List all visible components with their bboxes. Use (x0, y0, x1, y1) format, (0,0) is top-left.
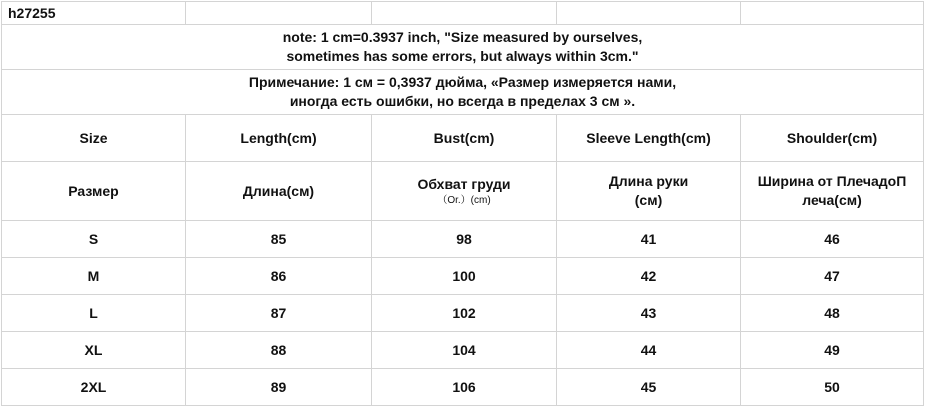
note-english-line-2: sometimes has some errors, but always within 3cm." (286, 48, 639, 64)
cell-sleeve: 43 (557, 295, 741, 332)
cell-shoulder: 46 (741, 221, 924, 258)
cell-size: 2XL (2, 369, 186, 406)
note-russian-row (2, 70, 924, 115)
header-shoulder-ru-line-1: Ширина от ПлечадоП (757, 173, 907, 189)
note-english-row (2, 25, 924, 70)
header-sleeve-ru-line-1: Длина руки (608, 173, 689, 189)
header-row-english (2, 115, 924, 162)
header-shoulder-ru (741, 162, 924, 221)
cell-sleeve: 44 (557, 332, 741, 369)
cell-size: M (2, 258, 186, 295)
cell-size: L (2, 295, 186, 332)
note-russian-line-1: Примечание: 1 см = 0,3937 дюйма, «Размер измеряется нами, (248, 74, 677, 90)
note-russian-line-2: иногда есть ошибки, но всегда в пределах 3 см ». (289, 93, 636, 109)
cell-length: 85 (186, 221, 372, 258)
cell-size: XL (2, 332, 186, 369)
empty-cell (557, 2, 741, 25)
size-chart-table (1, 1, 924, 406)
table-row (2, 369, 924, 406)
cell-length: 89 (186, 369, 372, 406)
note-english (2, 25, 924, 70)
table-row (2, 332, 924, 369)
empty-cell (186, 2, 372, 25)
cell-sleeve: 42 (557, 258, 741, 295)
header-bust: Bust(cm) (372, 115, 557, 162)
cell-shoulder: 47 (741, 258, 924, 295)
cell-shoulder: 50 (741, 369, 924, 406)
header-sleeve-ru (557, 162, 741, 221)
header-row-russian (2, 162, 924, 221)
cell-length: 88 (186, 332, 372, 369)
header-size-ru: Размер (2, 162, 186, 221)
cell-length: 86 (186, 258, 372, 295)
header-bust-ru-sub: （Or.）(cm) (437, 194, 491, 206)
header-length: Length(cm) (186, 115, 372, 162)
header-bust-ru-label: Обхват груди (417, 175, 511, 192)
cell-size: S (2, 221, 186, 258)
header-size: Size (2, 115, 186, 162)
empty-cell (741, 2, 924, 25)
cell-bust: 106 (372, 369, 557, 406)
empty-cell (372, 2, 557, 25)
cell-bust: 100 (372, 258, 557, 295)
cell-length: 87 (186, 295, 372, 332)
note-russian (2, 70, 924, 115)
table-row (2, 295, 924, 332)
header-bust-ru (372, 162, 557, 221)
table-row (2, 258, 924, 295)
header-shoulder: Shoulder(cm) (741, 115, 924, 162)
note-english-line-1: note: 1 cm=0.3937 inch, "Size measured by ourselves, (282, 29, 643, 45)
header-shoulder-ru-line-2: леча(см) (802, 192, 862, 208)
cell-sleeve: 45 (557, 369, 741, 406)
cell-bust: 104 (372, 332, 557, 369)
header-sleeve-length: Sleeve Length(cm) (557, 115, 741, 162)
header-sleeve-ru-line-2: (см) (634, 192, 663, 208)
cell-bust: 102 (372, 295, 557, 332)
cell-shoulder: 48 (741, 295, 924, 332)
cell-shoulder: 49 (741, 332, 924, 369)
header-length-ru: Длина(см) (186, 162, 372, 221)
cell-bust: 98 (372, 221, 557, 258)
cell-sleeve: 41 (557, 221, 741, 258)
product-code: h27255 (2, 2, 186, 25)
table-row (2, 221, 924, 258)
product-code-row (2, 2, 924, 25)
